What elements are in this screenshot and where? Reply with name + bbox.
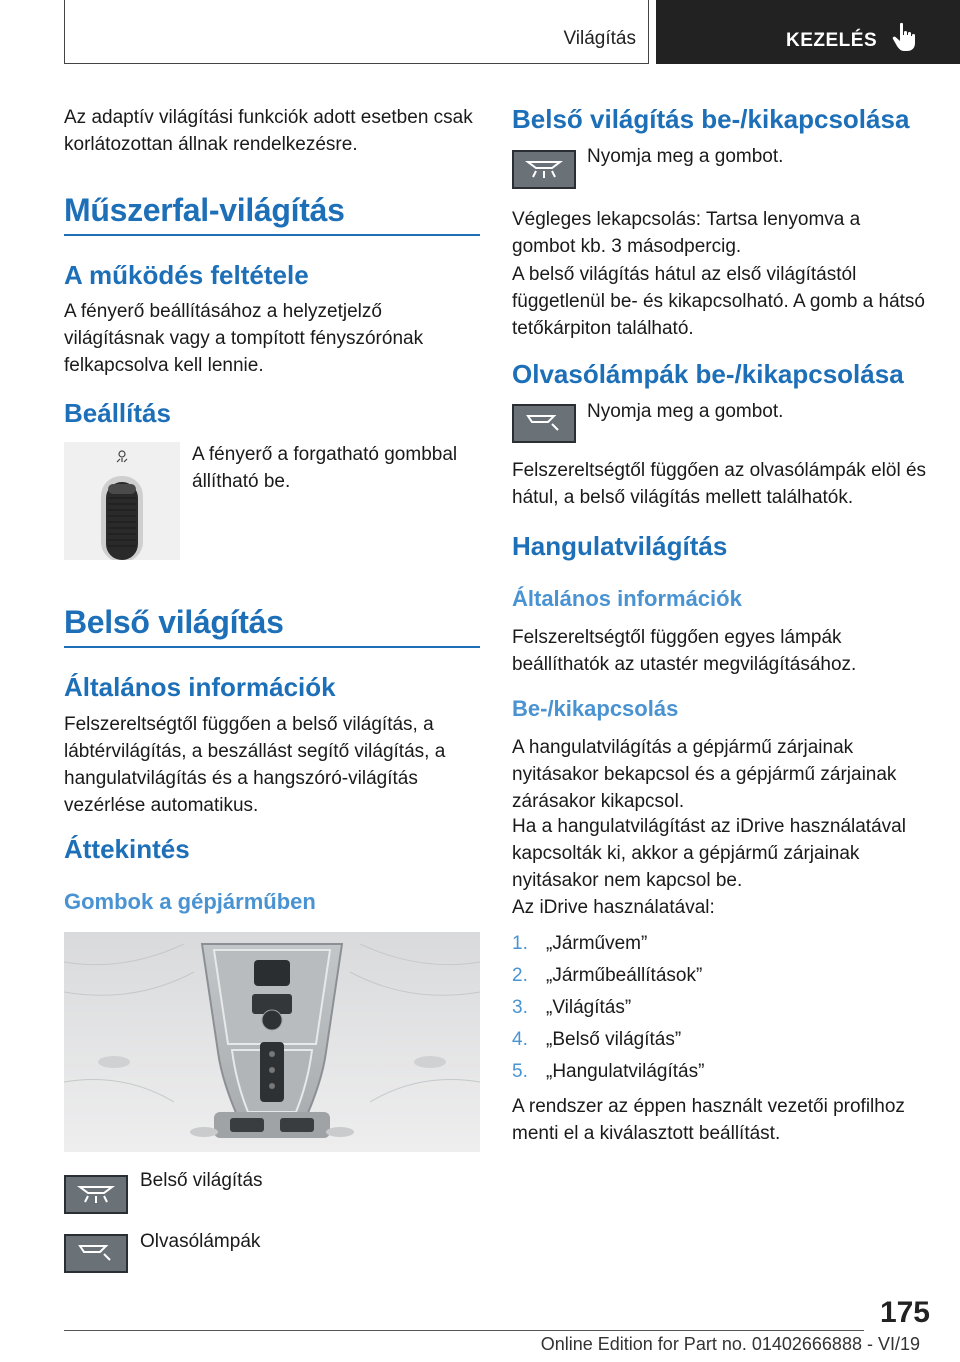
brightness-knob-illustration: [64, 442, 180, 560]
operating-condition-heading: A működés feltétele: [64, 260, 309, 290]
step-text: „Világítás”: [546, 997, 632, 1018]
step-number: 5.: [512, 1061, 528, 1082]
ambient-paragraph-1: [512, 734, 930, 815]
on-off-heading: Be-/kikapcsolás: [512, 696, 679, 721]
header-bottom-border: [64, 63, 649, 64]
ambient-general-info-heading: Általános információk: [512, 586, 742, 611]
idrive-steps-list: [512, 928, 930, 1088]
interior-switch-paragraph-2: [512, 261, 928, 342]
intro-text: Az adaptív világítási funkciók adott esetben csak korlátozottan állnak rendelkezésre.: [64, 107, 473, 155]
interior-light-button-icon: [512, 150, 576, 189]
heading-rule: [64, 234, 480, 236]
ambient-paragraph-3: [512, 894, 930, 921]
interior-switch-text-2: A belső világítás hátul az első világítástól függetlenül be- és kikapcsolható. A gomb a hátsó tetőkárpiton található.: [512, 264, 925, 339]
ambient-lighting-heading: Hangulatvilágítás: [512, 531, 728, 561]
reading-switch-press-text: Nyomja meg a gombot.: [587, 401, 784, 422]
step-text: „Járműbeállítások”: [546, 965, 703, 986]
roof-console-image: [64, 932, 480, 1152]
interior-lighting-heading: Belső világítás: [64, 604, 284, 640]
chapter-tab[interactable]: [656, 0, 960, 64]
header-left-border: [64, 0, 65, 64]
setting-paragraph: [192, 441, 482, 495]
general-info-paragraph: [64, 711, 480, 819]
pointing-hand-icon: [892, 22, 918, 52]
interior-switch-press-text: Nyomja meg a gombot.: [587, 146, 784, 167]
interior-light-symbol: [514, 152, 574, 187]
ambient-text-4: A rendszer az éppen használt vezetői profilhoz menti el a kiválasztott beállítást.: [512, 1096, 905, 1144]
legend-reading-lamps: Olvasólámpák: [140, 1231, 261, 1252]
step-number: 3.: [512, 997, 528, 1018]
ambient-paragraph-4: [512, 1093, 930, 1147]
list-item: [512, 1024, 930, 1056]
heading-rule: [64, 646, 480, 648]
list-item: [512, 992, 930, 1024]
operating-condition-text: A fényerő beállításához a helyzetjelző világításnak vagy a tompított fényszórónak felkapcsolva kell lennie.: [64, 301, 424, 376]
interior-light-symbol: [66, 1177, 126, 1212]
ambient-text-2: Ha a hangulatvilágítást az iDrive használatával kapcsolták ki, akkor a gépjármű zárjainak nyitásakor nem kapcsol be.: [512, 816, 906, 891]
ambient-general-info-paragraph: [512, 624, 930, 678]
brightness-knob-image: [64, 442, 180, 560]
setting-heading: Beállítás: [64, 398, 171, 428]
step-text: „Belső világítás”: [546, 1029, 682, 1050]
list-item: [512, 928, 930, 960]
overview-heading: Áttekintés: [64, 834, 190, 864]
reading-switch-text: Felszereltségtől függően az olvasólámpák elöl és hátul, a belső világítás mellett találhatók.: [512, 460, 927, 508]
reading-light-symbol: [514, 406, 574, 441]
legend-interior-lighting: Belső világítás: [140, 1170, 263, 1191]
footer-rule: [64, 1330, 864, 1331]
page-number: 175: [879, 1296, 930, 1329]
roof-console-illustration: [64, 932, 480, 1152]
instrument-lighting-heading: Műszerfal-világítás: [64, 192, 345, 228]
ambient-text-3: Az iDrive használatával:: [512, 897, 715, 918]
operating-condition-paragraph: [64, 298, 482, 379]
general-info-heading: Általános információk: [64, 672, 336, 702]
buttons-in-vehicle-heading: Gombok a gépjárműben: [64, 889, 316, 914]
chapter-tab-label: KEZELÉS: [786, 30, 878, 51]
reading-switch-paragraph: [512, 457, 930, 511]
reading-light-symbol: [66, 1236, 126, 1271]
ambient-general-info-text: Felszereltségtől függően egyes lámpák beállíthatók az utastér megvilágításához.: [512, 627, 857, 675]
general-info-text: Felszereltségtől függően a belső világítás, a lábtérvilágítás, a beszállást segítő világítás, a hangulatvilágítás és a hangszóró-világítás vezérlése automatikus.: [64, 714, 446, 816]
ambient-paragraph-2: [512, 813, 930, 894]
edition-footer: Online Edition for Part no. 01402666888 - VI/19: [540, 1334, 920, 1354]
interior-switch-heading: Belső világítás be-/kikapcsolása: [512, 104, 910, 134]
interior-switch-paragraph-1: [512, 206, 928, 260]
step-text: „Hangulatvilágítás”: [546, 1061, 705, 1082]
reading-light-button-icon: [64, 1234, 128, 1273]
header-section-title: Világítás: [563, 28, 636, 49]
reading-switch-heading: Olvasólámpák be-/kikapcsolása: [512, 359, 904, 389]
ambient-text-1: A hangulatvilágítás a gépjármű zárjainak nyitásakor bekapcsol és a gépjármű zárjainak zárásakor kikapcsol.: [512, 737, 897, 812]
list-item: [512, 1056, 930, 1088]
header-right-border: [648, 0, 649, 64]
step-number: 2.: [512, 965, 528, 986]
step-text: „Járművem”: [546, 933, 648, 954]
step-number: 4.: [512, 1029, 528, 1050]
step-number: 1.: [512, 933, 528, 954]
interior-switch-text-1: Végleges lekapcsolás: Tartsa lenyomva a gombot kb. 3 másodpercig.: [512, 209, 861, 257]
list-item: [512, 960, 930, 992]
interior-light-button-icon: [64, 1175, 128, 1214]
intro-paragraph: [64, 104, 480, 158]
setting-text: A fényerő a forgatható gombbal állítható be.: [192, 444, 458, 492]
reading-light-button-icon: [512, 404, 576, 443]
